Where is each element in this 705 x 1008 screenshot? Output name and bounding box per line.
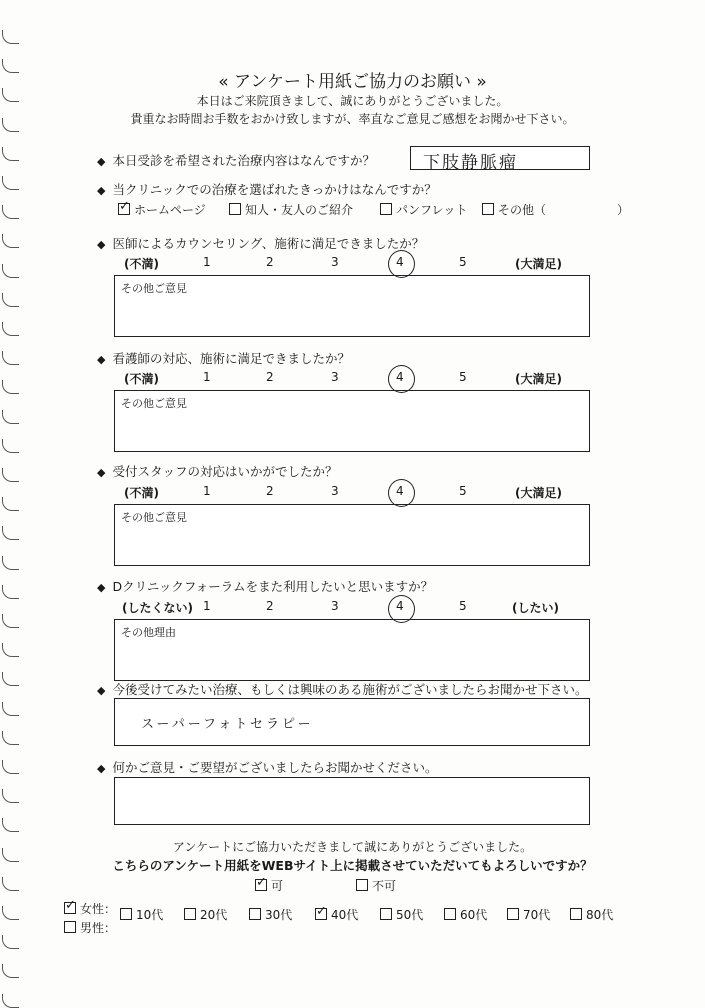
binder-hole xyxy=(2,702,19,716)
q7-answer-text: スーパーフォトセラピー xyxy=(141,717,314,732)
comment-box[interactable] xyxy=(114,390,590,452)
gender-male-label: 男性： xyxy=(80,921,117,935)
diamond-bullet-icon: ◆ xyxy=(97,238,106,251)
scale-option-3[interactable]: 3 xyxy=(331,484,339,498)
binder-hole xyxy=(2,351,19,365)
age-label: 30代 xyxy=(265,908,293,922)
scale-option-3[interactable]: 3 xyxy=(331,599,339,613)
age-option[interactable] xyxy=(249,906,292,923)
age-option[interactable] xyxy=(507,906,550,923)
scale-high-label: (大満足) xyxy=(515,257,562,271)
age-label: 20代 xyxy=(200,908,228,922)
scale-option-4[interactable]: 4 xyxy=(396,370,404,384)
option-label: その他（ xyxy=(498,203,547,217)
binder-hole xyxy=(2,672,19,686)
check-mark-icon: ✓ xyxy=(316,904,327,919)
checkbox-icon[interactable] xyxy=(184,908,196,920)
q7-answer-field[interactable] xyxy=(114,698,590,746)
scale-option-2[interactable]: 2 xyxy=(266,484,274,498)
binder-hole xyxy=(2,322,19,336)
gender-female-label: 女性： xyxy=(80,902,117,916)
comment-label: その他理由 xyxy=(121,626,176,639)
checkbox-icon[interactable] xyxy=(380,203,392,215)
selected-circle-mark xyxy=(388,479,415,507)
option-label: 知人・友人のご紹介 xyxy=(245,203,354,217)
question-6 xyxy=(97,577,433,595)
comment-box[interactable] xyxy=(114,504,590,566)
comment-label: その他ご意見 xyxy=(121,511,187,524)
age-option[interactable] xyxy=(184,906,227,923)
checkbox-icon[interactable] xyxy=(570,908,582,920)
question-text: 看護師の対応、施術に満足できましたか？ xyxy=(112,351,350,366)
checkbox-icon[interactable] xyxy=(64,921,76,933)
age-label: 50代 xyxy=(396,908,424,922)
age-option[interactable] xyxy=(315,906,358,923)
diamond-bullet-icon: ◆ xyxy=(97,581,106,594)
option-other-close: ） xyxy=(617,203,630,217)
question-2 xyxy=(97,180,437,198)
binder-hole xyxy=(2,556,19,570)
binder-hole xyxy=(2,731,19,745)
scale-option-2[interactable]: 2 xyxy=(266,599,274,613)
age-option[interactable] xyxy=(570,906,613,923)
scale-option-5[interactable]: 5 xyxy=(459,484,467,498)
comment-box[interactable] xyxy=(114,619,590,681)
question-8-text: 何かご意見・ご要望がございましたらお聞かせください。 xyxy=(112,760,438,775)
binder-hole xyxy=(2,643,19,657)
scale-low-label: (したくない) xyxy=(122,601,193,615)
age-label: 80代 xyxy=(586,908,614,922)
scale-option-5[interactable]: 5 xyxy=(459,370,467,384)
gender-female[interactable] xyxy=(64,900,116,917)
binder-hole xyxy=(2,526,19,540)
checkbox-icon[interactable] xyxy=(482,203,494,215)
binder-hole xyxy=(2,789,19,803)
scale-option-1[interactable]: 1 xyxy=(203,599,211,613)
checkbox-icon[interactable] xyxy=(255,875,267,891)
diamond-bullet-icon: ◆ xyxy=(97,155,106,168)
comment-box[interactable] xyxy=(114,275,590,337)
page-title: « アンケート用紙ご協力のお願い » xyxy=(218,72,487,92)
question-8 xyxy=(97,758,437,776)
checkbox-icon[interactable] xyxy=(444,908,456,920)
check-mark-icon: ✓ xyxy=(65,898,76,913)
question-text: 受付スタッフの対応はいかがでしたか？ xyxy=(112,464,338,479)
question-4 xyxy=(97,349,350,367)
checkbox-icon[interactable] xyxy=(315,904,327,920)
scale-option-5[interactable]: 5 xyxy=(459,599,467,613)
binder-hole xyxy=(2,147,19,161)
scale-option-4[interactable]: 4 xyxy=(396,255,404,269)
checkbox-icon[interactable] xyxy=(229,203,241,215)
scale-option-1[interactable]: 1 xyxy=(203,370,211,384)
scale-option-5[interactable]: 5 xyxy=(459,255,467,269)
diamond-bullet-icon: ◆ xyxy=(97,684,106,697)
scale-low-label: (不満) xyxy=(124,372,159,386)
option-label: ホームページ xyxy=(134,203,206,217)
scale-option-2[interactable]: 2 xyxy=(266,255,274,269)
comment-label: その他ご意見 xyxy=(121,397,187,410)
checkbox-icon[interactable] xyxy=(380,908,392,920)
age-label: 40代 xyxy=(331,908,359,922)
check-mark-icon: ✓ xyxy=(119,199,130,214)
binder-hole xyxy=(2,818,19,832)
binder-hole xyxy=(2,234,19,248)
checkbox-icon[interactable] xyxy=(249,908,261,920)
age-option[interactable] xyxy=(444,906,487,923)
diamond-bullet-icon: ◆ xyxy=(97,466,106,479)
scale-low-label: (不満) xyxy=(124,486,159,500)
binder-hole xyxy=(2,760,19,774)
intro-line-1: 本日はご来院頂きまして、誠にありがとうございました。 xyxy=(196,94,509,108)
binder-hole xyxy=(2,468,19,482)
q8-answer-field[interactable] xyxy=(114,777,590,825)
scale-option-2[interactable]: 2 xyxy=(266,370,274,384)
selected-circle-mark xyxy=(388,595,415,623)
comment-label: その他ご意見 xyxy=(121,282,187,295)
scale-option-3[interactable]: 3 xyxy=(331,255,339,269)
age-option[interactable] xyxy=(120,906,163,923)
scale-option-1[interactable]: 1 xyxy=(203,255,211,269)
question-2-text: 当クリニックでの治療を選ばれたきっかけはなんですか？ xyxy=(112,182,437,197)
binder-hole xyxy=(2,935,19,949)
scale-option-4[interactable]: 4 xyxy=(396,599,404,613)
option-pamphlet[interactable] xyxy=(380,201,467,218)
question-1 xyxy=(97,151,375,169)
option-homepage[interactable] xyxy=(118,201,206,218)
binder-hole xyxy=(2,410,19,424)
checkbox-icon[interactable] xyxy=(118,199,130,215)
binder-hole xyxy=(2,994,19,1008)
scale-high-label: (大満足) xyxy=(515,372,562,386)
question-3 xyxy=(97,234,424,252)
permission-yes-label: 可 xyxy=(271,879,284,893)
selected-circle-mark xyxy=(388,365,415,393)
question-text: 医師によるカウンセリング、施術に満足できましたか？ xyxy=(112,236,425,251)
diamond-bullet-icon: ◆ xyxy=(97,762,106,775)
check-mark-icon: ✓ xyxy=(256,875,267,890)
scale-option-1[interactable]: 1 xyxy=(203,484,211,498)
binder-hole xyxy=(2,176,19,190)
question-text: Dクリニックフォーラムをまた利用したいと思いますか？ xyxy=(112,579,434,594)
footer-permission: こちらのアンケート用紙をWEBサイト上に掲載させていただいてもよろしいですか？ xyxy=(112,858,593,873)
binder-hole xyxy=(2,877,19,891)
binder-hole xyxy=(2,264,19,278)
permission-yes[interactable] xyxy=(255,877,283,894)
binder-hole xyxy=(2,906,19,920)
age-label: 70代 xyxy=(523,908,551,922)
age-label: 60代 xyxy=(460,908,488,922)
checkbox-icon[interactable] xyxy=(64,898,76,914)
scale-high-label: (大満足) xyxy=(515,486,562,500)
binder-hole xyxy=(2,497,19,511)
binder-hole xyxy=(2,380,19,394)
option-referral[interactable] xyxy=(229,201,353,218)
scale-option-4[interactable]: 4 xyxy=(396,484,404,498)
question-7-text: 今後受けてみたい治療、もしくは興味のある施術がございましたらお聞かせ下さい。 xyxy=(112,682,588,697)
q1-answer-text: 下肢静脈瘤 xyxy=(423,153,518,173)
binder-hole xyxy=(2,205,19,219)
diamond-bullet-icon: ◆ xyxy=(97,353,106,366)
checkbox-icon[interactable] xyxy=(507,908,519,920)
gender-male[interactable] xyxy=(64,919,116,936)
binder-hole xyxy=(2,439,19,453)
permission-no[interactable] xyxy=(356,877,396,894)
binder-hole xyxy=(2,585,19,599)
scale-low-label: (不満) xyxy=(124,257,159,271)
selected-circle-mark xyxy=(388,250,415,278)
q1-answer-field[interactable] xyxy=(410,146,590,173)
question-7 xyxy=(97,680,587,698)
question-1-text: 本日受診を希望された治療内容はなんですか？ xyxy=(112,153,375,168)
scale-high-label: (したい) xyxy=(512,601,559,615)
footer-thanks: アンケートにご協力いただきまして誠にありがとうございました。 xyxy=(172,840,533,854)
question-5 xyxy=(97,462,337,480)
option-other[interactable] xyxy=(482,201,546,218)
intro-line-2: 貴重なお時間お手数をおかけ致しますが、率直なご意見ご感想をお聞かせ下さい。 xyxy=(130,112,575,126)
permission-no-label: 不可 xyxy=(372,879,397,893)
option-label: パンフレット xyxy=(396,203,468,217)
binder-hole xyxy=(2,30,19,44)
scale-option-3[interactable]: 3 xyxy=(331,370,339,384)
binder-hole xyxy=(2,614,19,628)
binder-hole xyxy=(2,293,19,307)
checkbox-icon[interactable] xyxy=(120,908,132,920)
diamond-bullet-icon: ◆ xyxy=(97,184,106,197)
checkbox-icon[interactable] xyxy=(356,879,368,891)
binder-hole xyxy=(2,964,19,978)
age-option[interactable] xyxy=(380,906,423,923)
age-label: 10代 xyxy=(136,908,164,922)
